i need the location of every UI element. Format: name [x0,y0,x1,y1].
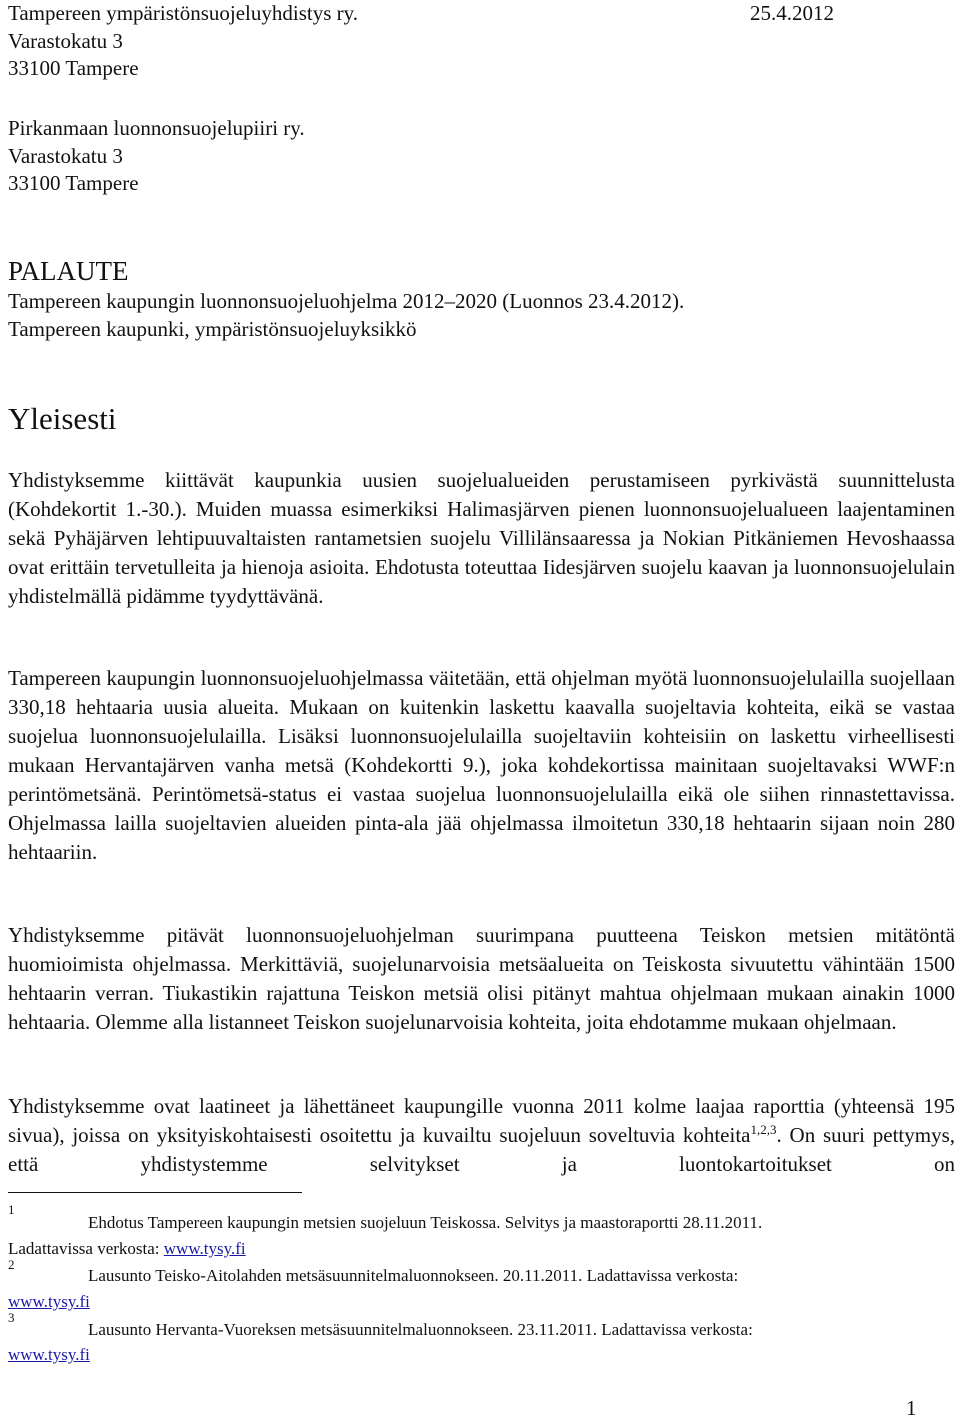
footnote-number-2: 2 [8,1257,15,1272]
body-paragraph-4 [8,1092,955,1179]
co-sender-org-city: 33100 Tampere [8,171,139,195]
footnote-link-1[interactable]: www.tysy.fi [163,1239,246,1258]
document-recipient: Tampereen kaupunki, ympäristönsuojeluyksikkö [8,317,417,341]
footnote-divider [8,1192,302,1193]
footnote-prefix-1: Ladattavissa verkosta: [8,1239,164,1258]
document-date: 25.4.2012 [750,1,834,25]
body-paragraph-2: Tampereen kaupungin luonnonsuojeluohjelmassa väitetään, että ohjelman myötä luonnonsuojelulailla suojellaan 330,18 hehtaaria uusia alueita. Mukaan on kuitenkin laskettu kaavalla suojeltavia kohteita, eikä se vastaa suojelua luonnonsuojelulailla. Lisäksi luonnonsuojelulailla suojeltaviin kohteisiin on laskettu virheellisesti mukaan Hervantajärven vanha metsä (Kohdekortti 9.), joka kohdekortissa mainitaan suojeltavaksi WWF:n perintömetsänä. Perintömetsä-status ei vastaa suojelua luonnonsuojelulailla eikä ole siihen rinnastettavissa. Ohjelmassa lailla suojeltavien alueiden pinta-ala jää ohjelmassa ilmoitetun 330,18 hehtaarin sijaan noin 280 hehtaariin. [8,666,955,864]
co-sender-org-street: Varastokatu 3 [8,144,123,168]
page-number: 1 [906,1396,917,1420]
footnote-text-1: Ehdotus Tampereen kaupungin metsien suojeluun Teiskossa. Selvitys ja maastoraportti 28.11.2011. [88,1213,763,1232]
document-subject: Tampereen kaupungin luonnonsuojeluohjelma 2012–2020 (Luonnos 23.4.2012). [8,289,685,313]
body-paragraph-3: Yhdistyksemme pitävät luonnonsuojeluohjelman suurimpana puutteena Teiskon metsien mitätöntä huomioimista ohjelmassa. Merkittäviä, suojelunarvoisia metsäalueita on Teiskosta sivuutettu vähintään 1500 hehtaarin verran. Tiukastikin rajattuna Teiskon metsiä olisi pitänyt mahtua ohjelmaan mukaan ainakin 1000 hehtaaria. Olemme alla listanneet Teiskon suojelunarvoisia kohteita, joita ehdotamme mukaan ohjelmaan. [8,923,955,1034]
body-paragraph-1: Yhdistyksemme kiittävät kaupunkia uusien suojelualueiden perustamiseen pyrkivästä suunnittelusta (Kohdekortit 1.-30.). Muiden muassa esimerkiksi Halimasjärven pienen luonnonsuojelualueen laajentaminen sekä Pyhäjärven lehtipuuvaltaisten rantametsien suojelu Villilänsaaressa ja Nokian Pitkäniemen Hevoshaassa ovat erittäin tervetulleita ja hienoja asioita. Ehdotusta toteuttaa Iidesjärven suojelu kaavan ja luonnonsuojelulain yhdistelmällä pidämme tyydyttävänä. [8,468,955,608]
footnote-text-3: Lausunto Hervanta-Vuoreksen metsäsuunnitelmaluonnokseen. 23.11.2011. Ladattavissa verkosta: [88,1320,753,1339]
footnote-continuation-1 [8,1239,246,1259]
footnote-link-2[interactable]: www.tysy.fi [8,1292,90,1311]
document-heading: PALAUTE [8,256,129,286]
sender-org-name: Tampereen ympäristönsuojeluyhdistys ry. [8,1,359,25]
footnote-number-3: 3 [8,1310,15,1325]
sender-org-street: Varastokatu 3 [8,29,123,53]
body-paragraph-4-text: Yhdistyksemme ovat laatineet ja lähettäneet kaupungille vuonna 2011 kolme laajaa raporttia (yhteensä 195 sivua), joissa on yksityiskohtaisesti osoitettu ja kuvailtu suojeluun soveltuvia kohteita [8,1094,955,1147]
footnote-link-3[interactable]: www.tysy.fi [8,1345,90,1364]
footnote-continuation-3 [8,1345,90,1365]
sender-org-city: 33100 Tampere [8,56,139,80]
footnote-reference: 1,2,3 [750,1122,777,1137]
body-paragraph-4-continuation: . On suuri pettymys, että yhdistystemme selvitykset ja luontokartoitukset on [8,1123,955,1176]
footnote-text-2: Lausunto Teisko-Aitolahden metsäsuunnitelmaluonnokseen. 20.11.2011. Ladattavissa verkosta: [88,1266,739,1285]
section-heading: Yleisesti [8,401,117,436]
co-sender-org-name: Pirkanmaan luonnonsuojelupiiri ry. [8,116,305,140]
footnote-number-1: 1 [8,1202,15,1217]
footnote-continuation-2 [8,1292,90,1312]
